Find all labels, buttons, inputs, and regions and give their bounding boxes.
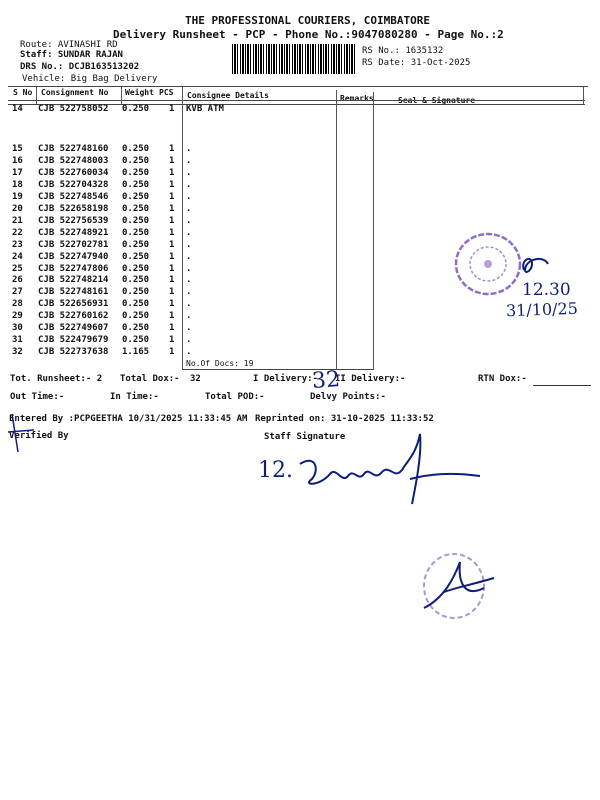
row-weight: 0.250 [122, 335, 150, 346]
row-consignee: . [186, 299, 192, 310]
row-weight: 0.250 [122, 323, 150, 334]
col-header-seal: Seal & Signature [398, 96, 476, 105]
row-pcs: 1 [169, 311, 175, 322]
row-consignment-no: CJB 522747806 [38, 263, 109, 274]
row-consignee: . [186, 227, 192, 238]
row-consignment-no: CJB 522760162 [38, 311, 109, 322]
col-header-weight: Weight [125, 88, 154, 97]
staff-signature-scribble [290, 424, 490, 514]
row-consignee: . [186, 311, 192, 322]
row-consignment-no: CJB 522749607 [38, 323, 109, 334]
table-row [0, 323, 600, 335]
row-weight: 0.250 [122, 104, 150, 114]
total-pod-label: Total POD:- [205, 392, 265, 402]
row-weight: 0.250 [122, 167, 150, 178]
rtn-dox-rule [533, 385, 591, 386]
col-divider [121, 87, 122, 104]
row-consignment-no: CJB 522756539 [38, 215, 109, 226]
rtn-dox-label: RTN Dox:- [478, 374, 527, 384]
handwritten-signature-prefix: 12. [258, 458, 293, 483]
row-consignee: . [186, 239, 192, 250]
table-row [0, 204, 600, 216]
row-consignment-no: CJB 522748921 [38, 227, 109, 238]
row-weight: 0.250 [122, 179, 150, 190]
i-delivery-label: I Delivery:- [253, 374, 319, 384]
row-pcs: 1 [169, 215, 175, 226]
row-pcs: 1 [169, 275, 175, 286]
col-header-consignee: Consignee Details [187, 91, 269, 100]
row-weight: 0.250 [122, 144, 150, 154]
staff-label: Staff: SUNDAR RAJAN [20, 50, 123, 60]
col-header-consignment: Consignment No [41, 88, 109, 97]
verified-by-mark [4, 408, 44, 454]
row-weight: 0.250 [122, 287, 150, 298]
row-weight: 0.250 [122, 251, 150, 262]
row-weight: 1.165 [122, 347, 150, 358]
row-sno: 14 [12, 104, 23, 114]
handwritten-time: 12.30 [522, 280, 571, 300]
row-sno: 16 [12, 155, 23, 166]
row-pcs: 1 [169, 239, 175, 250]
row-consignee: . [186, 347, 192, 358]
row-consignment-no: CJB 522656931 [38, 299, 109, 310]
row-pcs: 1 [169, 144, 175, 154]
col-divider [36, 87, 37, 104]
total-dox-value: 32 [190, 374, 201, 384]
row-sno: 18 [12, 179, 23, 190]
row-consignment-no: CJB 522748003 [38, 155, 109, 166]
tot-runsheet: Tot. Runsheet:- 2 [10, 374, 103, 384]
row-consignee: . [186, 215, 192, 226]
rs-date: RS Date: 31-Oct-2025 [362, 58, 471, 68]
row-pcs: 1 [169, 287, 175, 298]
row-weight: 0.250 [122, 215, 150, 226]
bottom-stamp-seal [414, 548, 504, 628]
total-dox-label: Total Dox:- [120, 374, 180, 384]
table-row [0, 156, 600, 168]
row-sno: 21 [12, 215, 23, 226]
row-pcs: 1 [169, 104, 175, 114]
row-pcs: 1 [169, 299, 175, 310]
table-row [0, 335, 600, 347]
table-top-rule [8, 86, 588, 87]
row-consignee: . [186, 179, 192, 190]
entered-by: Entered By :PCPGEETHA 10/31/2025 11:33:45 AM [9, 414, 248, 424]
row-pcs: 1 [169, 347, 175, 358]
table-row [0, 192, 600, 204]
table-row [0, 347, 600, 359]
row-consignment-no: CJB 522748160 [38, 144, 109, 154]
row-consignee: KVB ATM [186, 104, 224, 114]
row-sno: 17 [12, 167, 23, 178]
row-consignee: . [186, 275, 192, 286]
row-sno: 32 [12, 347, 23, 358]
table-row [0, 180, 600, 192]
row-pcs: 1 [169, 191, 175, 202]
staff-signature-label: Staff Signature [264, 432, 346, 442]
company-name: THE PROFESSIONAL COURIERS, COIMBATORE [185, 14, 431, 27]
delvy-points-label: Delvy Points:- [310, 392, 386, 402]
table-row [0, 144, 600, 156]
row-weight: 0.250 [122, 203, 150, 214]
row-weight: 0.250 [122, 299, 150, 310]
row-consignee: . [186, 323, 192, 334]
row-sno: 25 [12, 263, 23, 274]
row-consignment-no: CJB 522747940 [38, 251, 109, 262]
no-of-docs: No.Of Docs: 19 [186, 359, 254, 368]
col-header-pcs: PCS [159, 88, 174, 97]
row-consignee: . [186, 155, 192, 166]
row-consignment-no: CJB 522704328 [38, 179, 109, 190]
row-consignee: . [186, 167, 192, 178]
row-consignment-no: CJB 522760034 [38, 167, 109, 178]
row-consignment-no: CJB 522479679 [38, 335, 109, 346]
runsheet-title: Delivery Runsheet - PCP - Phone No.:9047080280 - Page No.:2 [113, 28, 504, 41]
stamp-scribble [518, 250, 554, 280]
row-sno: 24 [12, 251, 23, 262]
row-consignee: . [186, 144, 192, 154]
row-weight: 0.250 [122, 311, 150, 322]
row-pcs: 1 [169, 227, 175, 238]
vehicle-label: Vehicle: Big Bag Delivery [22, 74, 158, 84]
row-sno: 23 [12, 239, 23, 250]
row-sno: 28 [12, 299, 23, 310]
row-consignee: . [186, 251, 192, 262]
row-sno: 20 [12, 203, 23, 214]
row-consignment-no: CJB 522702781 [38, 239, 109, 250]
row-consignee: . [186, 287, 192, 298]
row-pcs: 1 [169, 251, 175, 262]
row-consignment-no: CJB 522748161 [38, 287, 109, 298]
col-header-remarks: Remarks [340, 94, 374, 103]
row-sno: 15 [12, 144, 23, 154]
table-row [0, 168, 600, 180]
row-sno: 22 [12, 227, 23, 238]
reprinted-on: Reprinted on: 31-10-2025 11:33:52 [255, 414, 434, 424]
drs-label: DRS No.: DCJB163513202 [20, 62, 140, 72]
row-pcs: 1 [169, 179, 175, 190]
row-pcs: 1 [169, 203, 175, 214]
row-weight: 0.250 [122, 227, 150, 238]
handwritten-date: 31/10/25 [505, 298, 579, 321]
col-header-sno: S No [13, 88, 33, 97]
row-weight: 0.250 [122, 239, 150, 250]
handwritten-delivery-count: 32 [311, 367, 341, 394]
row-pcs: 1 [169, 323, 175, 334]
in-time-label: In Time:- [110, 392, 159, 402]
row-sno: 19 [12, 191, 23, 202]
row-consignment-no: CJB 522737638 [38, 347, 109, 358]
docs-rule [183, 369, 373, 370]
row-weight: 0.250 [122, 275, 150, 286]
verified-by: Verified By [9, 431, 69, 441]
col-divider [583, 87, 584, 104]
table-header-rule [8, 100, 585, 101]
row-consignment-no: CJB 522658198 [38, 203, 109, 214]
table-row [0, 104, 600, 116]
row-sno: 29 [12, 311, 23, 322]
barcode [232, 44, 356, 74]
row-consignee: . [186, 335, 192, 346]
row-consignee: . [186, 263, 192, 274]
ii-delivery-label: II Delivery:- [335, 374, 406, 384]
row-consignment-no: CJB 522758052 [38, 104, 109, 114]
out-time-label: Out Time:- [10, 392, 65, 402]
row-sno: 30 [12, 323, 23, 334]
row-sno: 31 [12, 335, 23, 346]
row-pcs: 1 [169, 263, 175, 274]
row-weight: 0.250 [122, 155, 150, 166]
row-consignee: . [186, 203, 192, 214]
row-pcs: 1 [169, 167, 175, 178]
row-pcs: 1 [169, 155, 175, 166]
row-weight: 0.250 [122, 191, 150, 202]
row-consignment-no: CJB 522748546 [38, 191, 109, 202]
row-consignment-no: CJB 522748214 [38, 275, 109, 286]
row-sno: 26 [12, 275, 23, 286]
rs-number: RS No.: 1635132 [362, 46, 444, 56]
row-sno: 27 [12, 287, 23, 298]
row-consignee: . [186, 191, 192, 202]
row-pcs: 1 [169, 335, 175, 346]
route-label: Route: AVINASHI RD [20, 40, 118, 50]
row-weight: 0.250 [122, 263, 150, 274]
